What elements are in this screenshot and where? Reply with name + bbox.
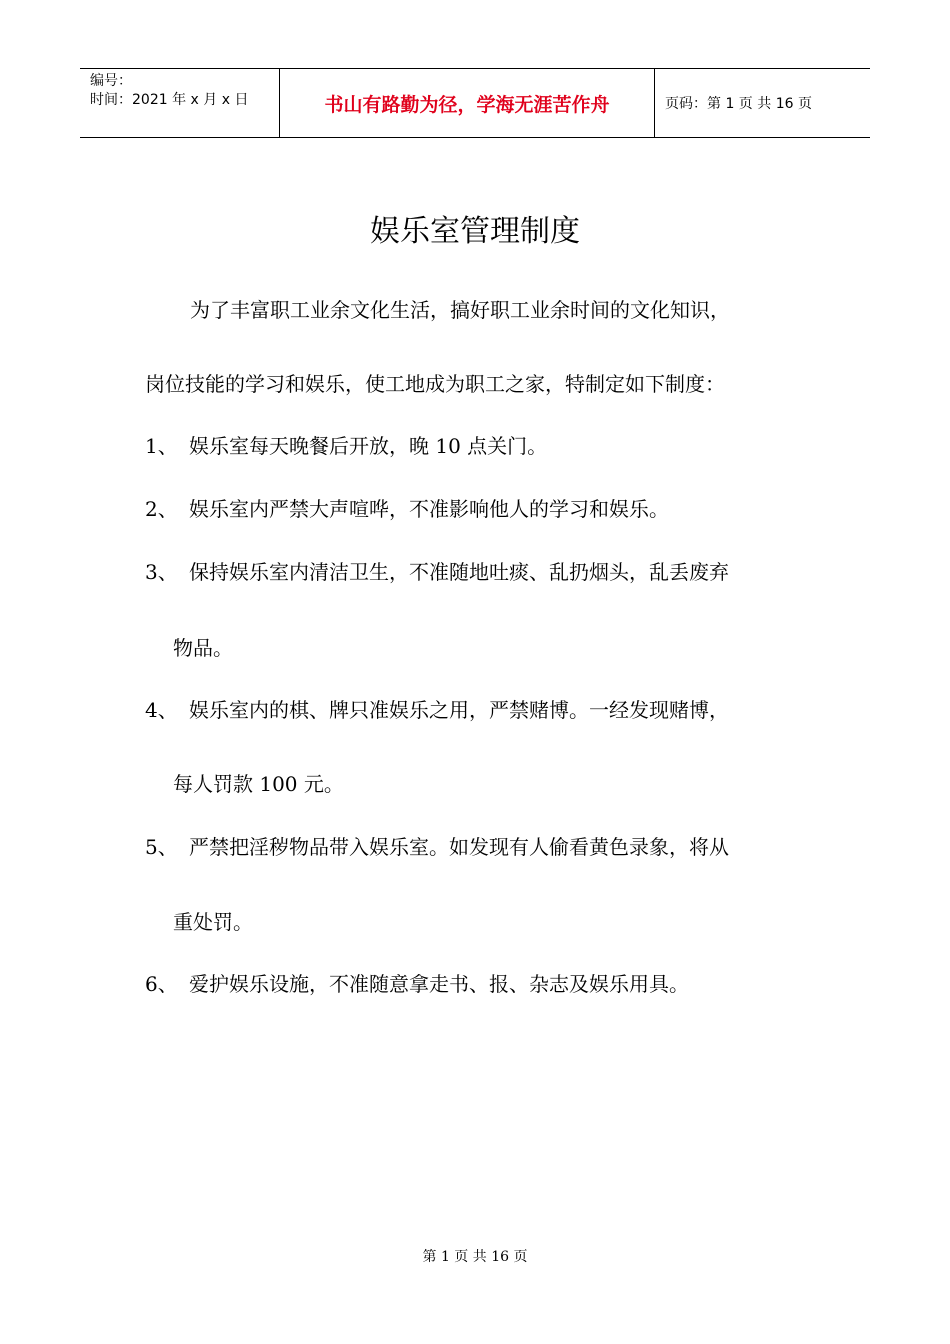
rule-item-5 — [145, 833, 729, 861]
rule-item-6 — [145, 970, 689, 998]
rule-number: 6、 — [145, 972, 178, 996]
header-page-info: 页码：第 1 页 共 16 页 — [665, 96, 812, 112]
header-meta — [80, 69, 280, 137]
intro-line-2: 岗位技能的学习和娱乐，使工地成为职工之家，特制定如下制度： — [145, 372, 725, 396]
rule-item-2 — [145, 495, 669, 523]
rule-number: 1、 — [145, 434, 178, 458]
time-label: 时间：2021 年 x 月 x 日 — [90, 92, 249, 108]
rule-text: 娱乐室内的棋、牌只准娱乐之用，严禁赌博。一经发现赌博， — [189, 698, 729, 722]
rule-text: 严禁把淫秽物品带入娱乐室。如发现有人偷看黄色录象，将从 — [189, 835, 729, 859]
number-label: 编号： — [90, 73, 132, 89]
rule-number: 2、 — [145, 497, 178, 521]
header-motto: 书山有路勤为径，学海无涯苦作舟 — [280, 69, 655, 137]
document-title: 娱乐室管理制度 — [370, 214, 580, 249]
rule-text: 保持娱乐室内清洁卫生，不准随地吐痰、乱扔烟头，乱丢废弃 — [189, 560, 729, 584]
rule-item-4-continued: 每人罚款 100 元。 — [173, 772, 344, 796]
rule-item-5-continued: 重处罚。 — [173, 910, 253, 934]
rule-item-3-continued: 物品。 — [173, 636, 233, 660]
rule-text: 娱乐室内严禁大声喧哗，不准影响他人的学习和娱乐。 — [189, 497, 669, 521]
intro-line-1: 为了丰富职工业余文化生活，搞好职工业余时间的文化知识， — [190, 298, 730, 322]
page-footer: 第 1 页 共 16 页 — [422, 1249, 528, 1265]
rule-text: 娱乐室每天晚餐后开放，晚 10 点关门。 — [189, 434, 548, 458]
rule-item-4 — [145, 696, 729, 724]
rule-number: 5、 — [145, 835, 178, 859]
rule-item-3 — [145, 558, 729, 586]
rule-item-1 — [145, 432, 547, 460]
page-header — [80, 68, 870, 138]
rule-number: 4、 — [145, 698, 178, 722]
rule-number: 3、 — [145, 560, 178, 584]
rule-text: 爱护娱乐设施，不准随意拿走书、报、杂志及娱乐用具。 — [189, 972, 689, 996]
